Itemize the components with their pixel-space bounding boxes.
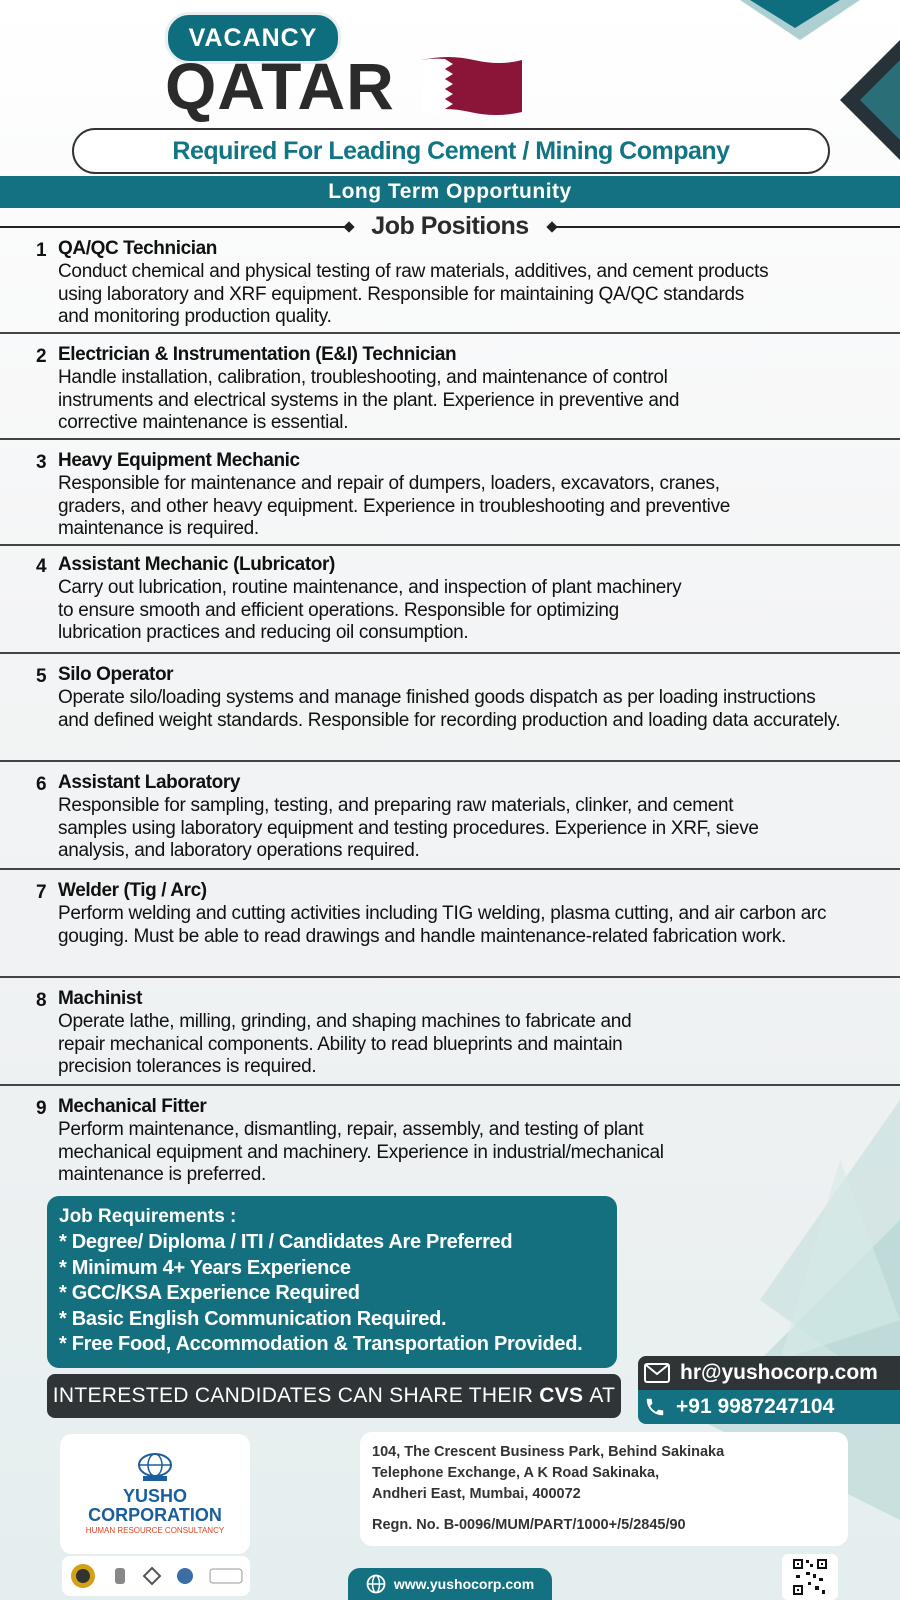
job-number: 7 xyxy=(36,882,47,903)
website-link[interactable] xyxy=(348,1568,552,1600)
job-title: Assistant Laboratory xyxy=(58,772,241,793)
logo-name-line2: CORPORATION xyxy=(88,1505,222,1525)
heading-dot-left xyxy=(343,221,354,232)
email-contact[interactable] xyxy=(638,1356,900,1390)
qr-code-icon[interactable] xyxy=(782,1554,838,1600)
cta-bold: CVS xyxy=(539,1384,584,1407)
address-line: Telephone Exchange, A K Road Sakinaka, xyxy=(372,1465,660,1481)
country-title: QATAR xyxy=(165,49,395,123)
requirement-item: * Minimum 4+ Years Experience xyxy=(59,1256,351,1279)
address-line: Andheri East, Mumbai, 400072 xyxy=(372,1486,581,1502)
job-number: 3 xyxy=(36,452,47,473)
logo-name-line1: YUSHO xyxy=(122,1486,187,1506)
job-item xyxy=(0,342,900,440)
job-number: 6 xyxy=(36,774,47,795)
job-description: Operate silo/loading systems and manage finished goods dispatch as per loading instructions and defined weight standards. Responsible for recording production and loading data accurately. xyxy=(58,687,841,731)
job-description: Perform welding and cutting activities including TIG welding, plasma cutting, and air carbon arc gouging. Must be able to read drawings and handle maintenance-related fabrication work. xyxy=(58,903,827,947)
job-number: 1 xyxy=(36,240,47,261)
job-number: 4 xyxy=(36,556,47,577)
requirement-item: * Basic English Communication Required. xyxy=(59,1307,447,1330)
job-title: Heavy Equipment Mechanic xyxy=(58,450,300,471)
website-text[interactable]: www.yushocorp.com xyxy=(393,1576,535,1592)
job-requirements-box xyxy=(47,1196,617,1368)
job-title: Assistant Mechanic (Lubricator) xyxy=(58,554,335,575)
job-title: Welder (Tig / Arc) xyxy=(58,880,207,901)
job-item xyxy=(0,448,900,546)
opportunity-band: Long Term Opportunity xyxy=(0,176,900,208)
company-subtitle: Required For Leading Cement / Mining Company xyxy=(72,128,830,174)
job-description: Perform maintenance, dismantling, repair, assembly, and testing of plant mechanical equipment and machinery. Experience in industrial/mechanical maintenance is preferred. xyxy=(58,1119,664,1185)
phone-icon xyxy=(644,1396,666,1418)
job-item xyxy=(0,878,900,978)
heading-rule-right xyxy=(556,226,900,228)
section-title: Job Positions xyxy=(371,211,529,240)
award-seal-icon xyxy=(69,1562,97,1590)
job-title: Machinist xyxy=(58,988,143,1009)
job-description: Responsible for maintenance and repair of dumpers, loaders, excavators, cranes, graders, and other heavy equipment. Experience in troubleshooting and preventive maintenance is required. xyxy=(58,473,731,539)
address-card xyxy=(360,1432,848,1546)
job-title: Electrician & Instrumentation (E&I) Technician xyxy=(58,344,457,365)
vacancy-badge: VACANCY xyxy=(165,12,341,64)
round-badge-icon xyxy=(176,1567,194,1585)
job-description: Responsible for sampling, testing, and preparing raw materials, clinker, and cement samples using laboratory equipment and testing procedures. Experience in XRF, sieve analysis, and laboratory operations required. xyxy=(58,795,759,861)
job-item xyxy=(0,236,900,334)
cta-text-end: AT xyxy=(589,1384,616,1407)
mail-icon xyxy=(644,1363,670,1383)
heading-rule-left xyxy=(0,226,346,228)
cta-text: INTERESTED CANDIDATES CAN SHARE THEIR xyxy=(52,1384,534,1407)
certification-badges xyxy=(62,1556,250,1596)
job-number: 8 xyxy=(36,990,47,1011)
address-line: 104, The Crescent Business Park, Behind Sakinaka xyxy=(372,1444,725,1460)
phone-text[interactable]: +91 9987247104 xyxy=(676,1395,835,1418)
job-item xyxy=(0,552,900,654)
job-number: 5 xyxy=(36,666,47,687)
job-item xyxy=(0,662,900,762)
job-number: 2 xyxy=(36,346,47,367)
requirement-item: * Degree/ Diploma / ITI / Candidates Are Preferred xyxy=(59,1231,513,1253)
job-item xyxy=(0,770,900,870)
job-title: Silo Operator xyxy=(58,664,174,685)
phone-contact[interactable] xyxy=(638,1390,900,1424)
job-description: Operate lathe, milling, grinding, and shaping machines to fabricate and repair mechanical components. Ability to read blueprints and maintain precision tolerances is required. xyxy=(58,1011,632,1077)
job-description: Conduct chemical and physical testing of raw materials, additives, and cement products using laboratory and XRF equipment. Responsible for maintaining QA/QC standards and monitoring production quality. xyxy=(58,261,769,327)
globe-logo-icon xyxy=(135,1452,175,1482)
job-title: Mechanical Fitter xyxy=(58,1096,207,1117)
company-logo xyxy=(60,1434,250,1554)
trace-badge-icon xyxy=(209,1568,243,1584)
registration-number: Regn. No. B-0096/MUM/PART/1000+/5/2845/90 xyxy=(372,1517,686,1533)
requirements-title: Job Requirements : xyxy=(59,1206,237,1227)
requirement-item: * Free Food, Accommodation & Transportation Provided. xyxy=(59,1333,583,1355)
diamond-badge-icon xyxy=(143,1567,161,1585)
cta-banner xyxy=(47,1374,621,1418)
job-description: Carry out lubrication, routine maintenance, and inspection of plant machinery to ensure smooth and efficient operations. Responsible for optimizing lubrication practices and reducing oil consumption. xyxy=(58,577,682,643)
job-title: QA/QC Technician xyxy=(58,238,217,259)
job-description: Handle installation, calibration, troubleshooting, and maintenance of control instruments and electrical systems in the plant. Experience in preventive and corrective maintenance is essential. xyxy=(58,367,680,433)
job-item xyxy=(0,986,900,1086)
qatar-flag-icon xyxy=(418,54,522,118)
emblem-icon xyxy=(112,1566,128,1586)
job-number: 9 xyxy=(36,1098,47,1119)
logo-tagline: HUMAN RESOURCE CONSULTANCY xyxy=(85,1526,225,1535)
requirement-item: * GCC/KSA Experience Required xyxy=(59,1282,360,1304)
globe-icon xyxy=(366,1574,386,1594)
email-text[interactable]: hr@yushocorp.com xyxy=(680,1361,878,1384)
job-item xyxy=(0,1094,900,1186)
